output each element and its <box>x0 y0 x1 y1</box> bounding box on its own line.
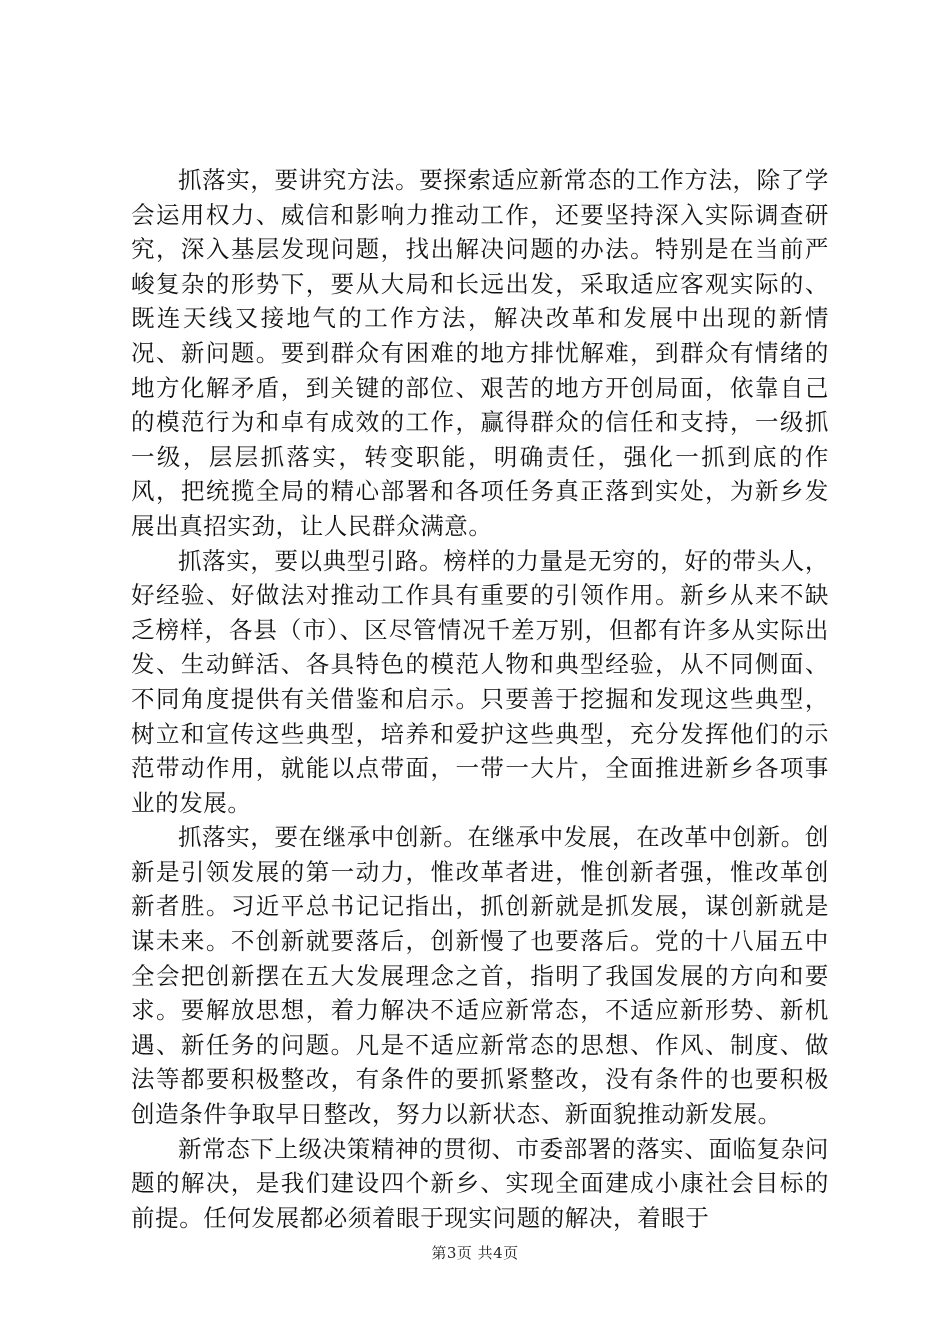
page-number-footer: 第3页 共4页 <box>431 1244 519 1262</box>
paragraph-model-example: 抓落实，要以典型引路。榜样的力量是无穷的，好的带头人，好经验、好做法对推动工作具有重要的引领作用。新乡从来不缺乏榜样，各县（市）、区尽管情况千差万别，但都有许多从实际出发、生动鲜活、各具特色的模范人物和典型经验，从不同侧面、不同角度提供有关借鉴和启示。只要善于挖掘和发现这些典型，树立和宣传这些典型，培养和爱护这些典型，充分发挥他们的示范带动作用，就能以点带面，一带一大片，全面推进新乡各项事业的发展。 <box>131 546 829 817</box>
paragraph-new-normal: 新常态下上级决策精神的贯彻、市委部署的落实、面临复杂问题的解决，是我们建设四个新乡、实现全面建成小康社会目标的前提。任何发展都必须着眼于现实问题的解决，着眼于 <box>131 1134 829 1232</box>
paragraph-method: 抓落实，要讲究方法。要探索适应新常态的工作方法，除了学会运用权力、威信和影响力推动工作，还要坚持深入实际调查研究，深入基层发现问题，找出解决问题的办法。特别是在当前严峻复杂的形势下，要从大局和长远出发，采取适应客观实际的、既连天线又接地气的工作方法，解决改革和发展中出现的新情况、新问题。要到群众有困难的地方排忧解难，到群众有情绪的地方化解矛盾，到关键的部位、艰苦的地方开创局面，依靠自己的模范行为和卓有成效的工作，赢得群众的信任和支持，一级抓一级，层层抓落实，转变职能，明确责任，强化一抓到底的作风，把统揽全局的精心部署和各项任务真正落到实处，为新乡发展出真招实劲，让人民群众满意。 <box>131 166 829 540</box>
paragraph-innovation: 抓落实，要在继承中创新。在继承中发展，在改革中创新。创新是引领发展的第一动力，惟改革者进，惟创新者强，惟改革创新者胜。习近平总书记记指出，抓创新就是抓发展，谋创新就是谋未来。不创新就要落后，创新慢了也要落后。党的十八届五中全会把创新摆在五大发展理念之首，指明了我国发展的方向和要求。要解放思想，着力解决不适应新常态，不适应新形势、新机遇、新任务的问题。凡是不适应新常态的思想、作风、制度、做法等都要积极整改，有条件的要抓紧整改，没有条件的也要积极创造条件争取早日整改，努力以新状态、新面貌推动新发展。 <box>131 823 829 1129</box>
document-body <box>131 163 829 1235</box>
